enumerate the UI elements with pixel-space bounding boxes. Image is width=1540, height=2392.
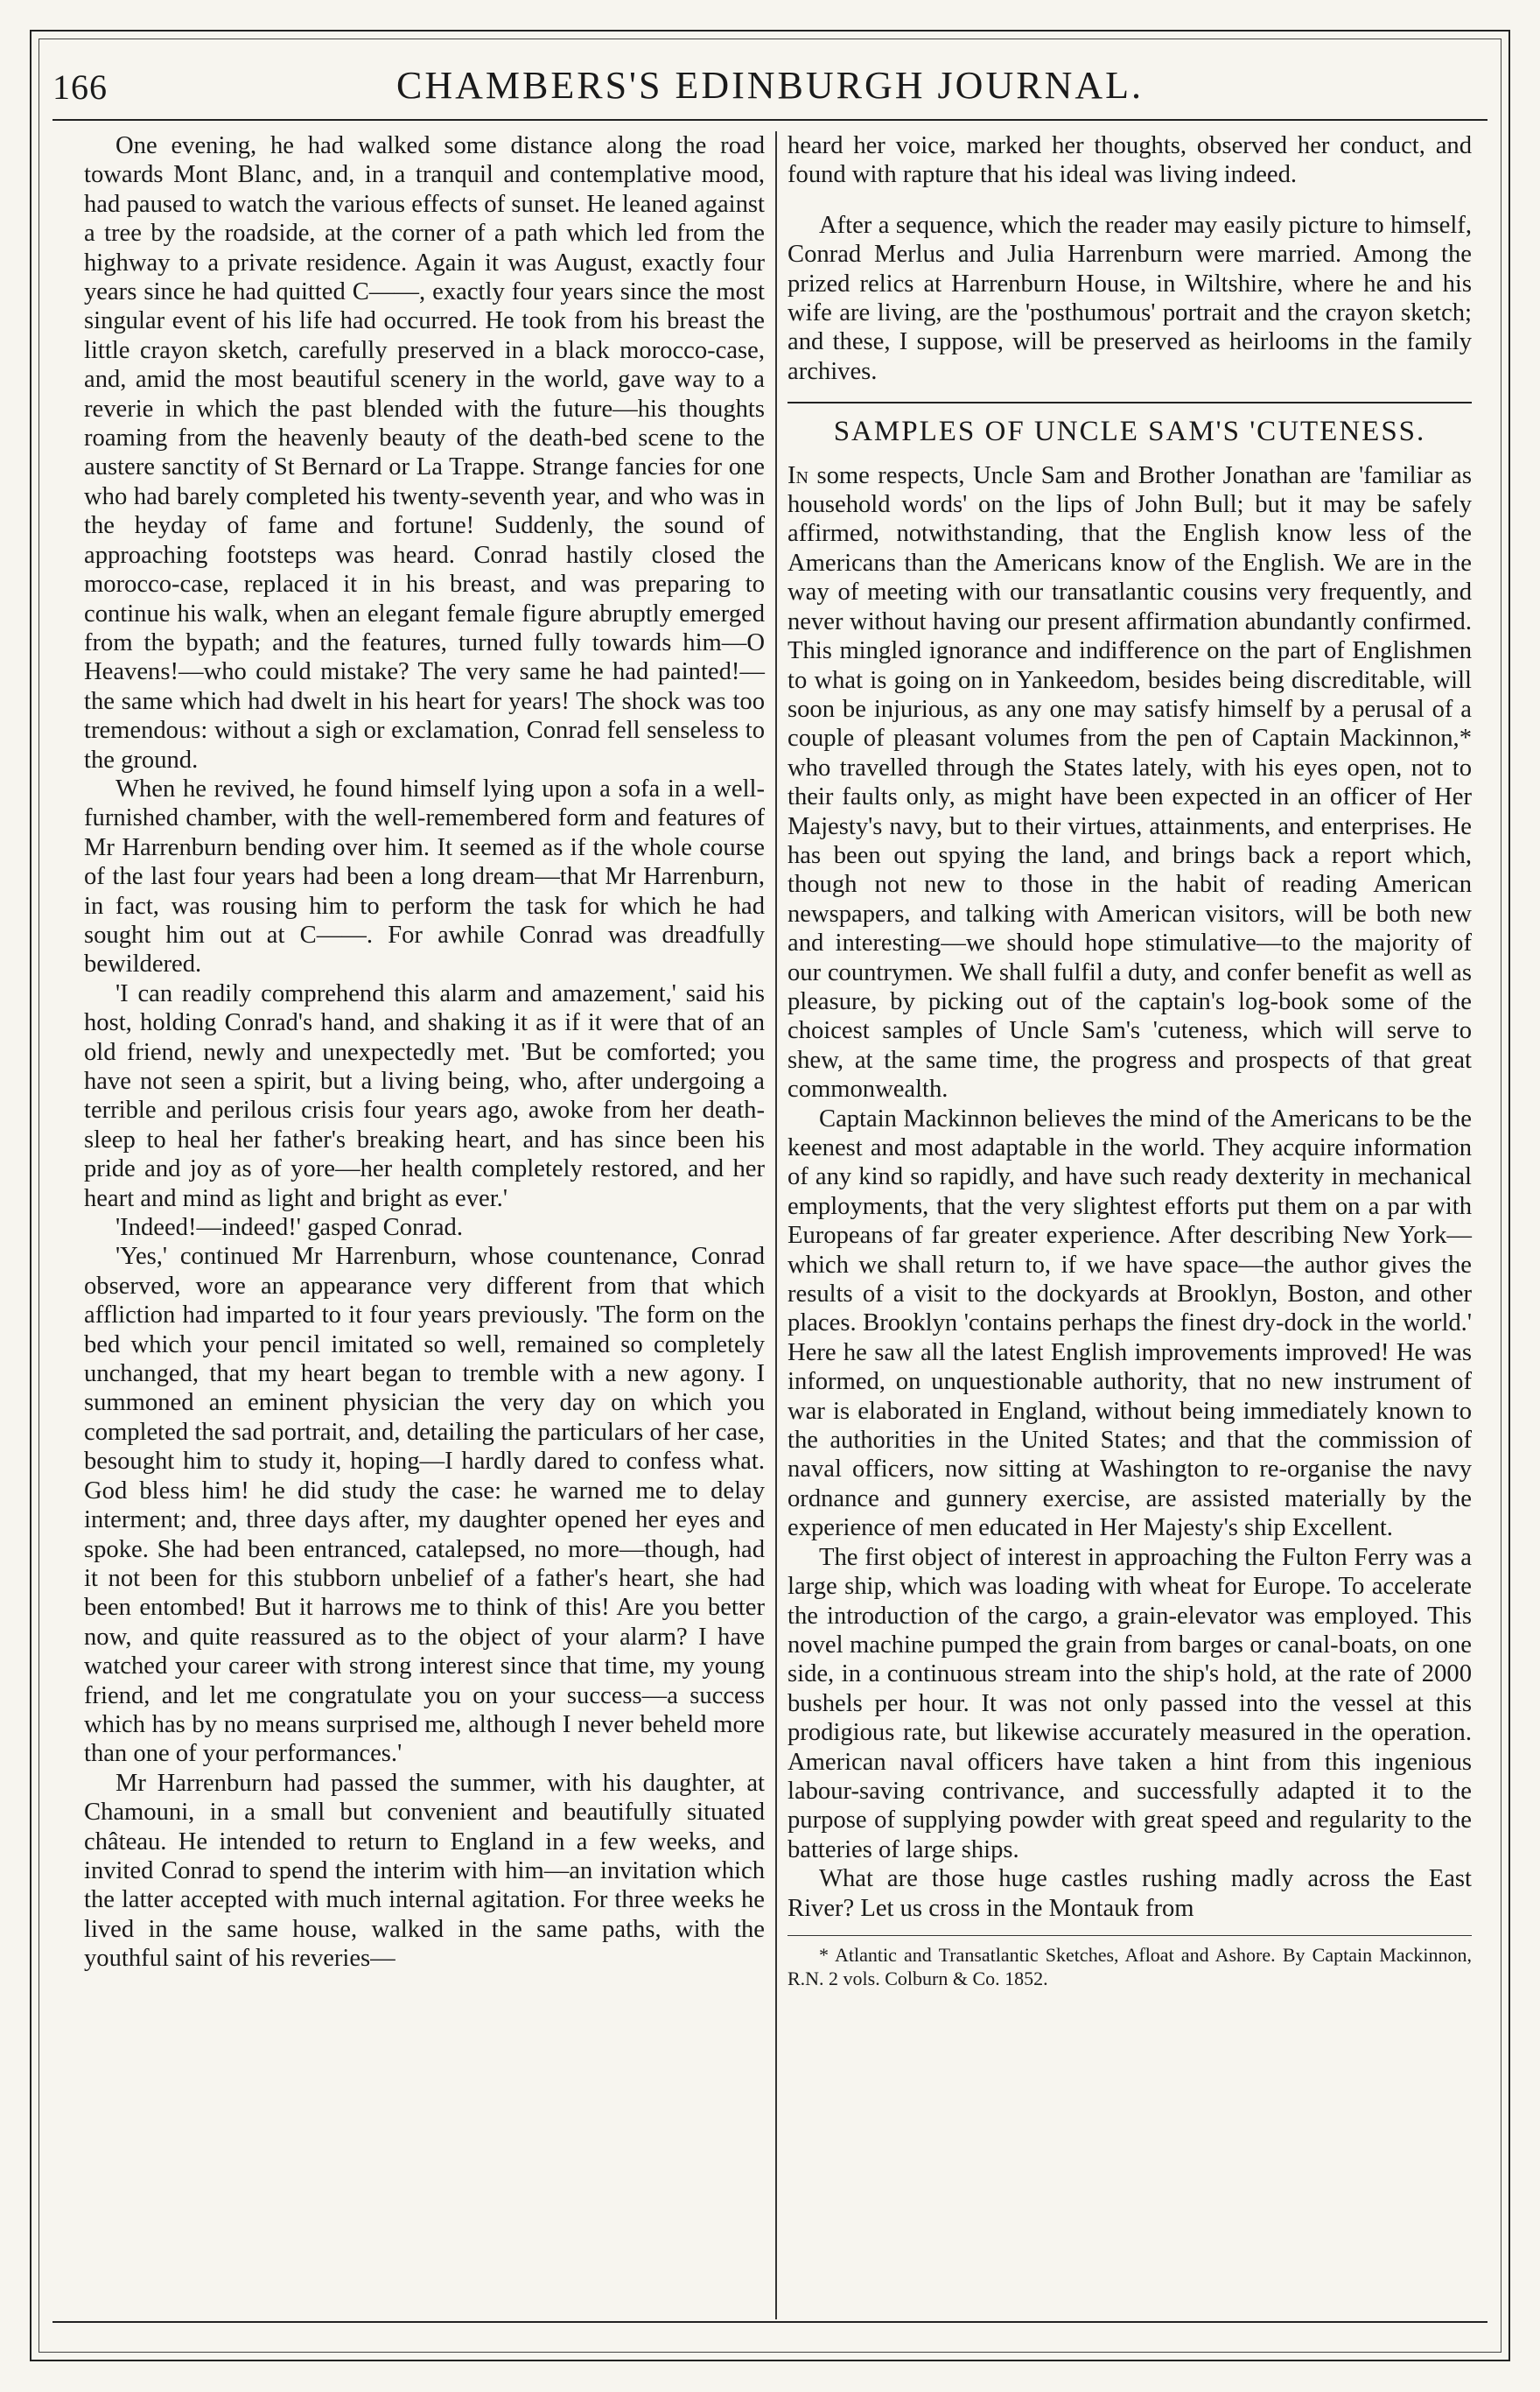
article-paragraph: What are those huge castles rushing madly across the East River? Let us cross in the Montauk from [788,1865,1472,1922]
running-header [52,54,1488,116]
story-paragraph: One evening, he had walked some distance along the road towards Mont Blanc, and, in a tranquil and contemplative mood, had paused to watch the various effects of sunset. He leaned against a tree by the roadside, at the corner of a path which led from the highway to a private residence. Again it was August, exactly four years since he had quitted C——, exactly four years since the most singular event of his life had occurred. He took from his breast the little crayon sketch, carefully preserved in a black morocco-case, and, amid the most beautiful scenery in the world, gave way to a reverie in which the past blended with the future—his thoughts roaming from the heavenly beauty of the death-bed scene to the austere sanctity of St Bernard or La Trappe. Strange fancies for one who had barely completed his twenty-seventh year, and who was in the heyday of fame and fortune! Suddenly, the sound of approaching footsteps was heard. Conrad hastily closed the morocco-case, replaced it in his breast, and was preparing to continue his walk, when an elegant female figure abruptly emerged from the bypath; and the features, turned fully towards him—O Heavens!—who could mistake? The very same he had painted!—the same which had dwelt in his heart for years! The shock was too tremendous: without a sigh or exclamation, Conrad fell senseless to the ground. [84,132,765,774]
dropcap: In [788,461,808,489]
article-paragraph-text: some respects, Uncle Sam and Brother Jonathan are 'familiar as household words' on the lips of John Bull; but it may be safely affirmed, notwithstanding, that the English know less of the Americans than the Americans know of the English. We are in the way of meeting with our transatlantic cousins very frequently, and never without having our present affirmation abundantly confirmed. This mingled ignorance and indifference on the part of Englishmen to what is going on in Yankeedom, besides being discreditable, will soon be injurious, as any one may satisfy himself by a perusal of a couple of pleasant volumes from the pen of Captain Mackinnon,* who travelled through the States lately, with his eyes open, not to their faults only, as might have been expected in an officer of Her Majesty's navy, but to their virtues, attainments, and enterprises. He has been out spying the land, and brings back a report which, though not new to those in the habit of reading American newspapers, and talking with American visitors, will be both new and interesting—we should hope stimulative—to the majority of our countrymen. We shall fulfil a duty, and confer benefit as well as pleasure, by picking out of the captain's log-book some of the choicest samples of Uncle Sam's 'cuteness, which will serve to shew, at the same time, the progress and prospects of that great commonwealth. [788,461,1472,1104]
story-paragraph: heard her voice, marked her thoughts, observed her conduct, and found with rapture that his ideal was living indeed. [788,132,1472,189]
left-column [84,131,765,1974]
footnote-rule [788,1935,1472,1936]
header-rule [52,119,1488,121]
journal-title: CHAMBERS'S EDINBURGH JOURNAL. [396,63,1144,107]
right-column [788,131,1472,1990]
article-paragraph [788,461,1472,1105]
footnote: * Atlantic and Transatlantic Sketches, Afloat and Ashore. By Captain Mackinnon, R.N. 2 vols. Colburn & Co. 1852. [788,1943,1472,1989]
story-paragraph: Mr Harrenburn had passed the summer, with his daughter, at Chamouni, in a small but convenient and beautifully situated château. He intended to return to England in a few weeks, and invited Conrad to spend the interim with him—an invitation which the latter accepted with much internal agitation. For three weeks he lived in the same house, walked in the same paths, with the youthful saint of his reveries— [84,1769,765,1973]
column-divider [775,131,777,2319]
story-paragraph: After a sequence, which the reader may easily picture to himself, Conrad Merlus and Julia Harrenburn were married. Among the prized relics at Harrenburn House, in Wiltshire, where he and his wife are living, are the 'posthumous' portrait and the crayon sketch; and these, I suppose, will be preserved as heirlooms in the family archives. [788,211,1472,385]
article-paragraph: Captain Mackinnon believes the mind of the Americans to be the keenest and most adaptable in the world. They acquire information of any kind so rapidly, and have such ready dexterity in mechanical employments, that the very slightest efforts put them on a par with Europeans of far greater experience. After describing New York—which we shall return to, if we have space—the author gives the results of a visit to the dockyards at Brooklyn, Boston, and other places. Brooklyn 'contains perhaps the finest dry-dock in the world.' Here he saw all the latest English improvements improved! He was informed, on unquestionable authority, that no new instrument of war is elaborated in England, without being immediately known to the authorities in the United States; and that the commission of naval officers, now sitting at Washington to re-organise the navy ordnance and gunnery exercise, are assisted materially by the experience of men educated in Her Majesty's ship Excellent. [788,1105,1472,1542]
story-paragraph: 'Indeed!—indeed!' gasped Conrad. [116,1214,463,1242]
page-number: 166 [52,67,108,107]
story-paragraph: 'I can readily comprehend this alarm and amazement,' said his host, holding Conrad's hand, and shaking it as if it were that of an old friend, newly and unexpectedly met. 'But be comforted; you have not seen a spirit, but a living being, who, after undergoing a terrible and perilous crisis four years ago, awoke from her death-sleep to heal her father's breaking heart, and has since been his pride and joy as of yore—her health completely restored, and her heart and mind as light and bright as ever.' [84,979,765,1212]
story-paragraph: 'Yes,' continued Mr Harrenburn, whose countenance, Conrad observed, wore an appearance very different from that which affliction had imparted to it four years previously. 'The form on the bed which your pencil imitated so well, remained so completely unchanged, that my heart began to tremble with a new agony. I summoned an eminent physician the very day on which you completed the sad portrait, and, detailing the particulars of her case, besought him to study it, hoping—I hardly dared to confess what. God bless him! he did study the case: he warned me to delay interment; and, three days after, my daughter opened her eyes and spoke. She had been entranced, catalepsed, no more—though, had it not been for this stubborn unbelief of a father's heart, she had been entombed! But it harrows me to think of this! Are you better now, and quite reassured as to the object of your alarm? I have watched your career with strong interest since that time, my young friend, and let me congratulate you on your success—a success which has by no means surprised me, although I never beheld more than one of your performances.' [84,1243,765,1768]
bottom-rule [52,2321,1488,2323]
article-title: SAMPLES OF UNCLE SAM'S 'CUTENESS. [833,416,1426,448]
section-rule [788,402,1472,403]
story-paragraph: When he revived, he found himself lying upon a sofa in a well-furnished chamber, with the well-remembered form and features of Mr Harrenburn bending over him. It seemed as if the whole course of the last four years had been a long dream—that Mr Harrenburn, in fact, was rousing him to perform the task for which he had sought him out at C——. For awhile Conrad was dreadfully bewildered. [84,775,765,979]
article-paragraph: The first object of interest in approaching the Fulton Ferry was a large ship, which was loading with wheat for Europe. To accelerate the introduction of the cargo, a grain-elevator was employed. This novel machine pumped the grain from barges or canal-boats, on one side, in a continuous stream into the ship's hold, at the rate of 2000 bushels per hour. It was not only passed into the vessel at this prodigious rate, but likewise accurately measured in the operation. American naval officers have taken a hint from this ingenious labour-saving contrivance, and successfully adapted it to the purpose of supplying powder with great speed and regularity to the batteries of large ships. [788,1543,1472,1863]
